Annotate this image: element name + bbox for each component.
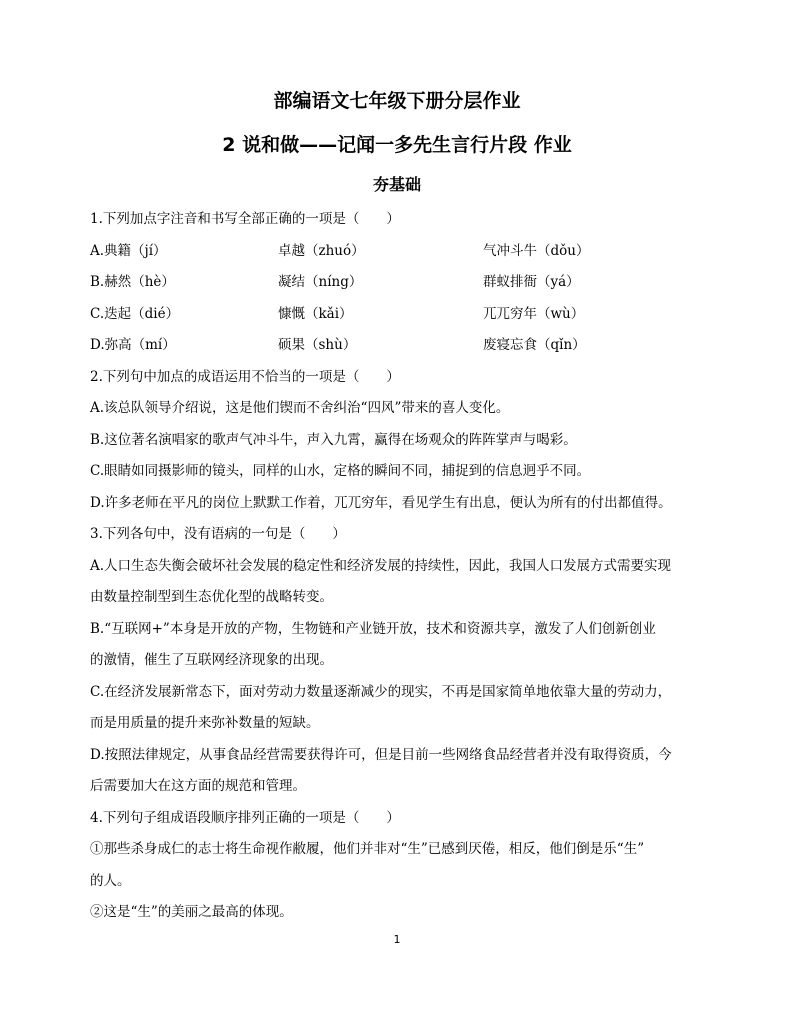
question-1-option-row-d <box>90 330 712 362</box>
question-3-option-a-line-2: 由数量控制型到生态优化型的战略转变。 <box>90 589 333 605</box>
question-2-stem: 2.下列句中加点的成语运用不恰当的一项是（ ） <box>90 368 400 385</box>
question-3-option-d-line-2: 后需要加大在这方面的规范和管理。 <box>90 778 306 794</box>
option-cell: C.迭起（dié） <box>90 305 180 322</box>
option-cell: 慷慨（kǎi） <box>278 305 353 322</box>
question-2-option-c: C.眼睛如同摄影师的镜头，同样的山水，定格的瞬间不同，捕捉到的信息迥乎不同。 <box>90 463 591 479</box>
question-2-option-a: A.该总队领导介绍说，这是他们锲而不舍纠治“四风”带来的喜人变化。 <box>90 400 510 416</box>
option-cell: 硕果（shù） <box>278 337 357 353</box>
question-3-option-a-line-1: A.人口生态失衡会破坏社会发展的稳定性和经济发展的持续性，因此，我国人口发展方式需要实现 <box>90 557 672 574</box>
question-4-sentence-1-line-2: 的人。 <box>90 872 131 889</box>
question-4-stem: 4.下列句子组成语段顺序排列正确的一项是（ ） <box>90 809 400 826</box>
page-number: 1 <box>393 933 401 946</box>
option-cell: 卓越（zhuó） <box>278 242 365 259</box>
option-cell: A.典籍（jí） <box>90 242 167 259</box>
question-3-stem: 3.下列各句中，没有语病的一句是（ ） <box>90 526 346 542</box>
question-1-stem: 1.下列加点字注音和书写全部正确的一项是（ ） <box>90 211 400 227</box>
option-cell: 群蚁排衙（yá） <box>483 274 580 290</box>
question-3-option-d-line-1: D.按照法律规定，从事食品经营需要获得许可，但是目前一些网络食品经营者并没有取得资质，今 <box>90 746 672 763</box>
question-1-option-row-c <box>90 299 712 331</box>
document-title: 部编语文七年级下册分层作业 <box>273 90 521 112</box>
question-1-option-row-a <box>90 236 712 268</box>
question-content <box>90 204 712 929</box>
question-1-option-row-b <box>90 267 712 299</box>
section-heading: 夯基础 <box>372 175 421 194</box>
option-cell: 废寝忘食（qǐn） <box>483 337 586 353</box>
option-cell: 气冲斗牛（dǒu） <box>483 242 590 259</box>
question-4-sentence-1-line-1: ①那些杀身成仁的志士将生命视作敝履，他们并非对“生”已感到厌倦，相反，他们倒是乐“生” <box>90 841 645 857</box>
question-4-sentence-2: ②这是“生”的美丽之最高的体现。 <box>90 904 293 920</box>
question-3-option-c-line-2: 而是用质量的提升来弥补数量的短缺。 <box>90 715 320 731</box>
question-3-option-b-line-1: B.“互联网+”本身是开放的产物，生物链和产业链开放，技术和资源共享，激发了人们创新创业 <box>90 620 656 637</box>
question-2-option-d: D.许多老师在平凡的岗位上默默工作着，兀兀穷年，看见学生有出息，便认为所有的付出都值得。 <box>90 494 672 511</box>
question-3-option-c-line-1: C.在经济发展新常态下，面对劳动力数量逐渐减少的现实，不再是国家简单地依靠大量的劳动力， <box>90 683 672 700</box>
option-cell: 兀兀穷年（wù） <box>483 305 585 322</box>
question-3-option-b-line-2: 的激情，催生了互联网经济现象的出现。 <box>90 652 333 668</box>
option-cell: D.弥高（mí） <box>90 337 176 353</box>
document-subtitle: 2 说和做——记闻一多先生言行片段 作业 <box>222 134 572 156</box>
question-2-option-b: B.这位著名演唱家的歌声气冲斗牛，声入九霄，赢得在场观众的阵阵掌声与喝彩。 <box>90 431 577 448</box>
option-cell: B.赫然（hè） <box>90 274 175 290</box>
option-cell: 凝结（níng） <box>278 274 363 290</box>
